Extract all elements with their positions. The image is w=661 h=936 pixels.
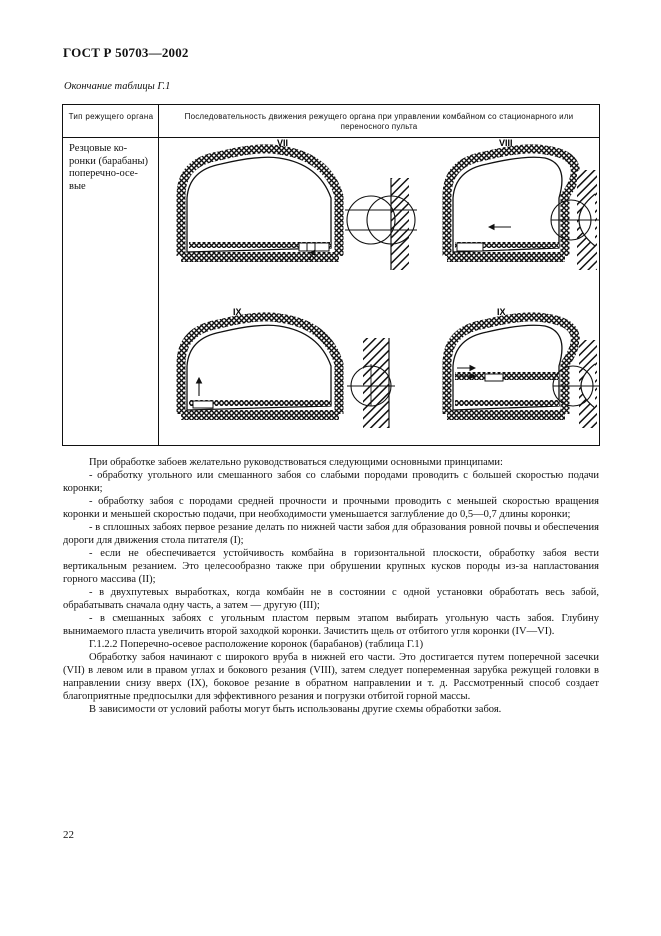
diagram-label-ix-2: IX <box>497 307 506 317</box>
diagram-viii <box>447 138 599 270</box>
paragraph: - в сплошных забоях первое резание делать по нижней части забоя для образования ровной почвы и обеспечения дороги для движения стола питателя (I); <box>63 522 599 546</box>
paragraph: - в смешанных забоях с угольным пластом первым этапом выбирать угольную часть забоя. Глубину вынимаемого пласта увеличить второй заходкой коронки. Зачистить щель от отбитого угля коронки (IV—VI). <box>63 613 599 637</box>
table-caption: Окончание таблицы Г.1 <box>64 81 171 92</box>
paragraph: - в двухпутевых выработках, когда комбайн не в состоянии с одной установки обработать весь забой, обрабатывать сначала одну часть, а затем — другую (III); <box>63 587 599 611</box>
diagram-vii <box>181 138 417 270</box>
paragraph: - обработку забоя с породами средней прочности и прочными проводить с меньшей скоростью вращения коронки и меньшей скоростью подачи, при необходимости уменьшается заглубление до 0,5—0,7 длины коронки; <box>63 496 599 520</box>
diagram-label-vii: VII <box>277 138 289 148</box>
document-code: ГОСТ Р 50703—2002 <box>63 45 189 60</box>
table-header-sequence: Последовательность движения режущего органа при управлении комбайном со стационарного или переносного пульта <box>184 112 574 131</box>
cutter-type-cell <box>69 143 157 193</box>
page-number: 22 <box>63 829 74 841</box>
cutter-type-line: поперечно-осе- <box>69 168 138 179</box>
cutter-type-line: ронки (барабаны) <box>69 155 149 167</box>
section-heading: Г.1.2.2 Поперечно-осевое расположение коронок (барабанов) (таблица Г.1) <box>89 639 424 650</box>
paragraph: - если не обеспечивается устойчивость комбайна в горизонтальной плоскости, обработку забоя вести вертикальным резанием. Это целесообразно также при обрушении крупных кусков породы из-за напластования горного массива (II); <box>63 548 599 585</box>
paragraph: Обработку забоя начинают с широкого вруба в нижней его части. Это достигается путем поперечной засечки (VII) в левом или в правом углах и бокового резания (VIII), затем следует попеременная зарубка режущей головки в направлении снизу вверх (IX), боковое резание в обратном направлении и т. д. Рассмотренный способ создает благоприятные предпосылки для эффективного резания и погрузки отбитой горной массы. <box>63 652 599 702</box>
cutter-type-line: Резцовые ко- <box>69 143 128 154</box>
paragraph: При обработке забоев желательно руководствоваться следующими основными принципами: <box>89 457 503 468</box>
body-text <box>63 456 599 716</box>
diagram-ix-right <box>447 307 599 428</box>
diagram-label-viii: VIII <box>499 138 513 148</box>
cutter-type-line: вые <box>69 180 86 192</box>
paragraph: В зависимости от условий работы могут быть использованы другие схемы обработки забоя. <box>89 704 502 715</box>
diagram-label-ix: IX <box>233 307 242 317</box>
paragraph: - обработку угольного или смешанного забоя со слабыми породами проводить с большей скоростью подачи коронки; <box>63 470 599 494</box>
cutting-sequence-diagrams <box>159 138 599 446</box>
table-header-cutter-type: Тип режущего органа <box>68 112 154 121</box>
diagram-ix-left <box>181 307 395 428</box>
table-g1 <box>62 104 600 446</box>
